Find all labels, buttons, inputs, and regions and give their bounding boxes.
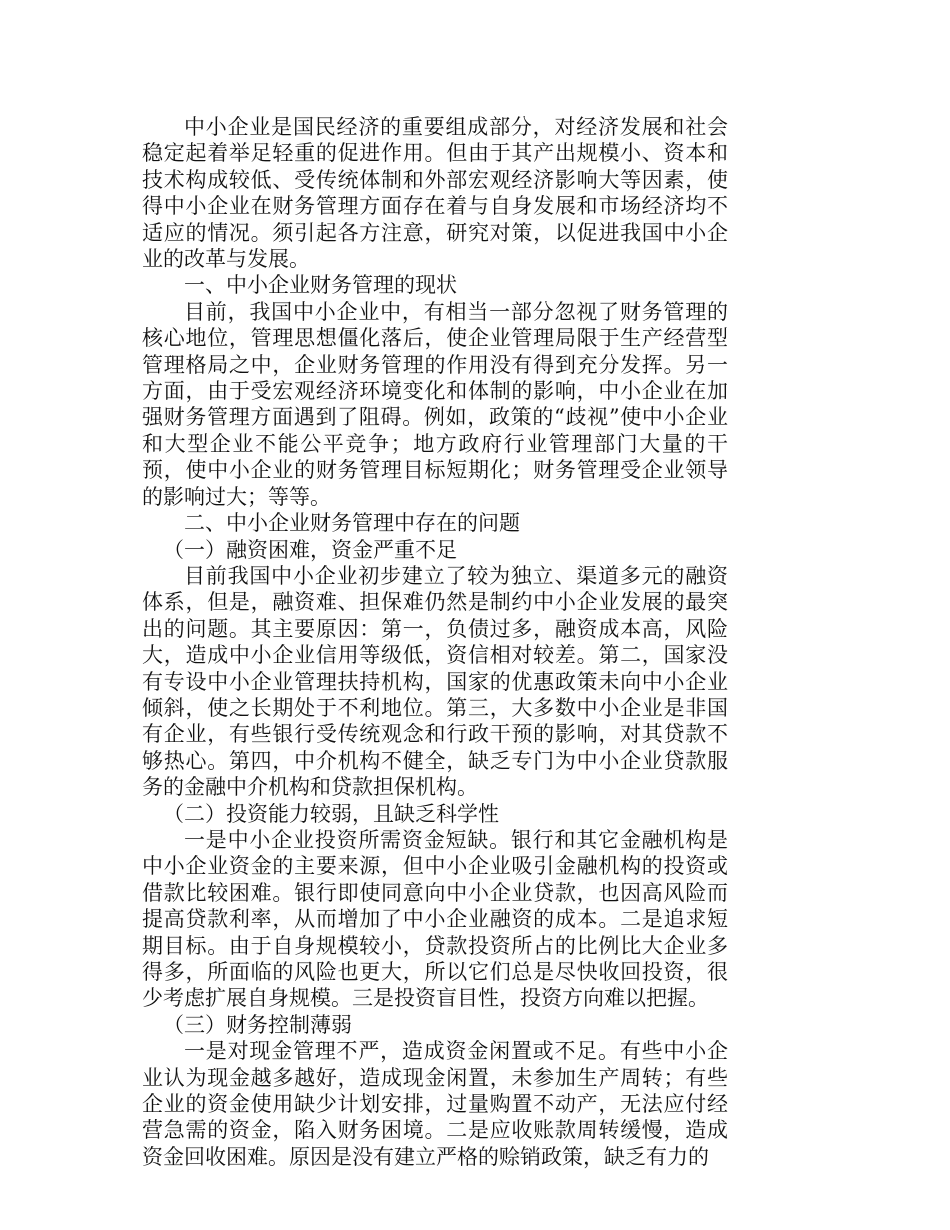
document-body: [142, 114, 728, 1170]
subheading-investment: （二）投资能力较弱，且缺乏科学性: [163, 801, 499, 826]
financing-paragraph: 目前我国中小企业初步建立了较为独立、渠道多元的融资体系，但是，融资难、担保难仍然是制约中小企业发展的最突出的问题。其主要原因：第一，负债过多，融资成本高，风险大，造成中小企业信用等级低，资信相对较差。第二，国家没有专设中小企业管理扶持机构，国家的优惠政策未向中小企业倾斜，使之长期处于不利地位。第三，大多数中小企业是非国有企业，有些银行受传统观念和行政干预的影响，对其贷款不够热心。第四，中介机构不健全，缺乏专门为中小企业贷款服务的金融中介机构和贷款担保机构。: [142, 563, 728, 800]
subheading-control: （三）财务控制薄弱: [163, 1012, 352, 1037]
control-paragraph: 一是对现金管理不严，造成资金闲置或不足。有些中小企业认为现金越多越好，造成现金闲置，未参加生产周转；有些企业的资金使用缺少计划安排，过量购置不动产，无法应付经营急需的资金，陷入财务困境。二是应收账款周转缓慢，造成资金回收困难。原因是没有建立严格的赊销政策，缺乏有力的: [142, 1039, 728, 1169]
section-heading-status: 一、中小企业财务管理的现状: [184, 273, 457, 298]
status-paragraph: 目前，我国中小企业中，有相当一部分忽视了财务管理的核心地位，管理思想僵化落后，使企业管理局限于生产经营型管理格局之中，企业财务管理的作用没有得到充分发挥。另一方面，由于受宏观经济环境变化和体制的影响，中小企业在加强财务管理方面遇到了阻碍。例如，政策的“歧视”使中小企业和大型企业不能公平竞争；地方政府行业管理部门大量的干预，使中小企业的财务管理目标短期化；财务管理受企业领导的影响过大；等等。: [142, 299, 728, 509]
section-heading-problems: 二、中小企业财务管理中存在的问题: [184, 511, 520, 536]
investment-paragraph: 一是中小企业投资所需资金短缺。银行和其它金融机构是中小企业资金的主要来源，但中小企业吸引金融机构的投资或借款比较困难。银行即使同意向中小企业贷款，也因高风险而提高贷款利率，从而增加了中小企业融资的成本。二是追求短期目标。由于自身规模较小，贷款投资所占的比例比大企业多得多，所面临的风险也更大，所以它们总是尽快收回投资，很少考虑扩展自身规模。三是投资盲目性，投资方向难以把握。: [142, 827, 728, 1011]
subheading-financing: （一）融资困难，资金严重不足: [163, 537, 457, 562]
intro-paragraph: 中小企业是国民经济的重要组成部分，对经济发展和社会稳定起着举足轻重的促进作用。但由于其产出规模小、资本和技术构成较低、受传统体制和外部宏观经济影响大等因素，使得中小企业在财务管理方面存在着与自身发展和市场经济均不适应的情况。须引起各方注意，研究对策，以促进我国中小企业的改革与发展。: [142, 115, 728, 272]
